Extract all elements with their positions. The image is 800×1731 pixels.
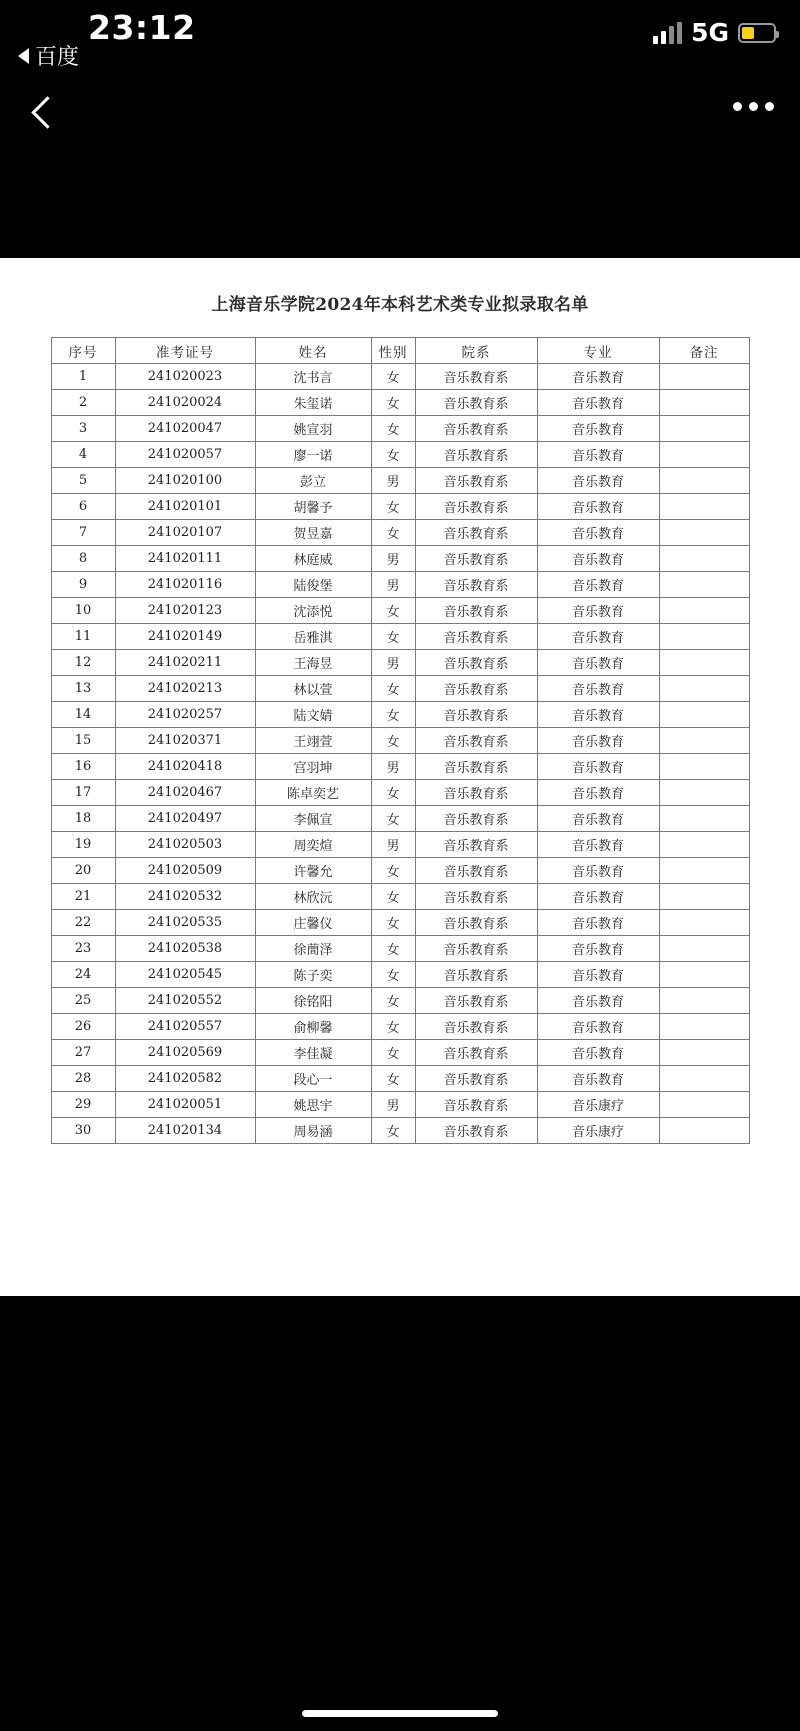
cell-gender: 女 (371, 416, 415, 442)
table-row (51, 598, 749, 624)
cell-exam-number: 241020371 (115, 728, 255, 754)
cell-remark (659, 1066, 749, 1092)
cell-name: 俞柳馨 (255, 1014, 371, 1040)
cell-name: 段心一 (255, 1066, 371, 1092)
cell-gender: 女 (371, 988, 415, 1014)
cell-name: 徐铭阳 (255, 988, 371, 1014)
cell-department: 音乐教育系 (415, 702, 537, 728)
table-row (51, 806, 749, 832)
cell-name: 宫羽坤 (255, 754, 371, 780)
column-header-gender: 性别 (371, 338, 415, 364)
cell-index: 8 (51, 546, 115, 572)
cell-department: 音乐教育系 (415, 494, 537, 520)
column-header-department: 院系 (415, 338, 537, 364)
cell-remark (659, 624, 749, 650)
document-page (0, 258, 800, 1296)
cell-remark (659, 468, 749, 494)
cell-name: 岳雅淇 (255, 624, 371, 650)
cell-department: 音乐教育系 (415, 624, 537, 650)
cell-name: 陈子奕 (255, 962, 371, 988)
network-type-label: 5G (691, 18, 729, 47)
status-time: 23:12 (88, 8, 196, 47)
cell-gender: 男 (371, 1092, 415, 1118)
cell-department: 音乐教育系 (415, 572, 537, 598)
cell-index: 20 (51, 858, 115, 884)
cell-remark (659, 754, 749, 780)
cell-name: 王海昱 (255, 650, 371, 676)
cell-name: 许馨允 (255, 858, 371, 884)
cell-department: 音乐教育系 (415, 936, 537, 962)
cell-exam-number: 241020552 (115, 988, 255, 1014)
cell-index: 29 (51, 1092, 115, 1118)
cell-remark (659, 494, 749, 520)
cell-exam-number: 241020545 (115, 962, 255, 988)
cell-remark (659, 1040, 749, 1066)
cell-major: 音乐教育 (537, 754, 659, 780)
cell-department: 音乐教育系 (415, 1014, 537, 1040)
cell-department: 音乐教育系 (415, 962, 537, 988)
cell-major: 音乐教育 (537, 676, 659, 702)
cell-name: 林以萱 (255, 676, 371, 702)
cell-remark (659, 442, 749, 468)
cell-index: 30 (51, 1118, 115, 1144)
cell-department: 音乐教育系 (415, 546, 537, 572)
cell-remark (659, 832, 749, 858)
cell-exam-number: 241020047 (115, 416, 255, 442)
cell-gender: 女 (371, 858, 415, 884)
cell-name: 林欣沅 (255, 884, 371, 910)
table-row (51, 572, 749, 598)
cell-department: 音乐教育系 (415, 858, 537, 884)
cell-major: 音乐教育 (537, 702, 659, 728)
column-header-major: 专业 (537, 338, 659, 364)
cell-department: 音乐教育系 (415, 468, 537, 494)
cell-exam-number: 241020503 (115, 832, 255, 858)
cell-index: 23 (51, 936, 115, 962)
cell-exam-number: 241020213 (115, 676, 255, 702)
table-row (51, 1040, 749, 1066)
cell-exam-number: 241020023 (115, 364, 255, 390)
cell-index: 11 (51, 624, 115, 650)
cell-index: 25 (51, 988, 115, 1014)
cell-major: 音乐教育 (537, 936, 659, 962)
table-row (51, 936, 749, 962)
table-row (51, 364, 749, 390)
cell-department: 音乐教育系 (415, 650, 537, 676)
cell-department: 音乐教育系 (415, 598, 537, 624)
cell-exam-number: 241020467 (115, 780, 255, 806)
cell-index: 14 (51, 702, 115, 728)
cell-remark (659, 936, 749, 962)
more-horizontal-icon[interactable] (733, 102, 774, 111)
cell-name: 陈卓奕艺 (255, 780, 371, 806)
cell-remark (659, 702, 749, 728)
cell-index: 19 (51, 832, 115, 858)
table-row (51, 676, 749, 702)
cell-remark (659, 910, 749, 936)
cell-exam-number: 241020418 (115, 754, 255, 780)
cell-remark (659, 1014, 749, 1040)
cell-gender: 女 (371, 598, 415, 624)
cell-name: 李佩宣 (255, 806, 371, 832)
cell-remark (659, 806, 749, 832)
cell-index: 15 (51, 728, 115, 754)
cell-department: 音乐教育系 (415, 832, 537, 858)
table-row (51, 884, 749, 910)
table-row (51, 442, 749, 468)
cell-index: 22 (51, 910, 115, 936)
cell-exam-number: 241020538 (115, 936, 255, 962)
cell-remark (659, 572, 749, 598)
cell-index: 9 (51, 572, 115, 598)
cell-gender: 女 (371, 936, 415, 962)
cell-index: 1 (51, 364, 115, 390)
cell-exam-number: 241020024 (115, 390, 255, 416)
cell-major: 音乐康疗 (537, 1092, 659, 1118)
signal-bars-icon (653, 22, 682, 44)
cell-major: 音乐教育 (537, 728, 659, 754)
cell-name: 陆俊堡 (255, 572, 371, 598)
back-to-app-label: 百度 (35, 45, 80, 70)
cell-gender: 女 (371, 780, 415, 806)
table-row (51, 1066, 749, 1092)
cell-name: 朱玺诺 (255, 390, 371, 416)
cell-major: 音乐教育 (537, 442, 659, 468)
cell-gender: 男 (371, 832, 415, 858)
cell-remark (659, 884, 749, 910)
cell-remark (659, 520, 749, 546)
cell-name: 彭立 (255, 468, 371, 494)
cell-name: 庄馨仪 (255, 910, 371, 936)
cell-gender: 男 (371, 546, 415, 572)
table-row (51, 546, 749, 572)
cell-gender: 女 (371, 1118, 415, 1144)
cell-major: 音乐教育 (537, 832, 659, 858)
cell-gender: 男 (371, 650, 415, 676)
cell-exam-number: 241020532 (115, 884, 255, 910)
cell-exam-number: 241020509 (115, 858, 255, 884)
cell-department: 音乐教育系 (415, 988, 537, 1014)
column-header-remark: 备注 (659, 338, 749, 364)
cell-department: 音乐教育系 (415, 1118, 537, 1144)
cell-major: 音乐教育 (537, 884, 659, 910)
cell-major: 音乐教育 (537, 468, 659, 494)
cell-department: 音乐教育系 (415, 1092, 537, 1118)
cell-remark (659, 988, 749, 1014)
status-bar (0, 0, 800, 78)
bottom-black-area (0, 1296, 800, 1731)
cell-remark (659, 858, 749, 884)
cell-name: 陆文婧 (255, 702, 371, 728)
table-row (51, 1118, 749, 1144)
cell-department: 音乐教育系 (415, 780, 537, 806)
cell-name: 廖一诺 (255, 442, 371, 468)
navigation-bar (0, 78, 800, 258)
cell-remark (659, 728, 749, 754)
cell-index: 17 (51, 780, 115, 806)
cell-gender: 女 (371, 1066, 415, 1092)
cell-exam-number: 241020257 (115, 702, 255, 728)
cell-major: 音乐教育 (537, 364, 659, 390)
table-row (51, 650, 749, 676)
cell-index: 13 (51, 676, 115, 702)
cell-exam-number: 241020100 (115, 468, 255, 494)
cell-remark (659, 650, 749, 676)
cell-exam-number: 241020051 (115, 1092, 255, 1118)
table-row (51, 494, 749, 520)
cell-index: 10 (51, 598, 115, 624)
cell-name: 林庭威 (255, 546, 371, 572)
cell-index: 2 (51, 390, 115, 416)
cell-name: 徐蕳泽 (255, 936, 371, 962)
page-title: 上海音乐学院2024年本科艺术类专业拟录取名单 (211, 295, 589, 315)
table-row (51, 962, 749, 988)
cell-remark (659, 676, 749, 702)
back-triangle-icon (18, 48, 29, 64)
cell-index: 12 (51, 650, 115, 676)
cell-major: 音乐教育 (537, 910, 659, 936)
cell-exam-number: 241020111 (115, 546, 255, 572)
cell-name: 李佳凝 (255, 1040, 371, 1066)
cell-index: 6 (51, 494, 115, 520)
cell-exam-number: 241020497 (115, 806, 255, 832)
cell-exam-number: 241020582 (115, 1066, 255, 1092)
table-row (51, 988, 749, 1014)
cell-gender: 女 (371, 884, 415, 910)
cell-major: 音乐教育 (537, 858, 659, 884)
cell-gender: 女 (371, 910, 415, 936)
table-row (51, 624, 749, 650)
cell-exam-number: 241020057 (115, 442, 255, 468)
cell-major: 音乐教育 (537, 780, 659, 806)
cell-department: 音乐教育系 (415, 910, 537, 936)
cell-department: 音乐教育系 (415, 1040, 537, 1066)
cell-index: 24 (51, 962, 115, 988)
cell-major: 音乐教育 (537, 598, 659, 624)
cell-gender: 女 (371, 806, 415, 832)
cell-remark (659, 962, 749, 988)
column-header-index: 序号 (51, 338, 115, 364)
cell-index: 28 (51, 1066, 115, 1092)
column-header-name: 姓名 (255, 338, 371, 364)
cell-gender: 女 (371, 520, 415, 546)
cell-department: 音乐教育系 (415, 442, 537, 468)
cell-name: 贺昱嘉 (255, 520, 371, 546)
cell-exam-number: 241020569 (115, 1040, 255, 1066)
cell-remark (659, 1092, 749, 1118)
cell-remark (659, 1118, 749, 1144)
cell-department: 音乐教育系 (415, 390, 537, 416)
cell-exam-number: 241020116 (115, 572, 255, 598)
cell-major: 音乐康疗 (537, 1118, 659, 1144)
cell-gender: 女 (371, 494, 415, 520)
table-header-row (51, 338, 749, 364)
cell-department: 音乐教育系 (415, 806, 537, 832)
cell-remark (659, 364, 749, 390)
cell-index: 21 (51, 884, 115, 910)
cell-gender: 女 (371, 1040, 415, 1066)
cell-remark (659, 780, 749, 806)
cell-major: 音乐教育 (537, 572, 659, 598)
admission-roster-table (51, 337, 750, 1144)
cell-major: 音乐教育 (537, 520, 659, 546)
cell-name: 王翊萱 (255, 728, 371, 754)
cell-name: 沈书言 (255, 364, 371, 390)
cell-department: 音乐教育系 (415, 884, 537, 910)
cell-remark (659, 598, 749, 624)
cell-department: 音乐教育系 (415, 1066, 537, 1092)
table-row (51, 1014, 749, 1040)
cell-gender: 女 (371, 390, 415, 416)
table-row (51, 780, 749, 806)
cell-major: 音乐教育 (537, 624, 659, 650)
cell-index: 16 (51, 754, 115, 780)
cell-department: 音乐教育系 (415, 754, 537, 780)
column-header-exam-number: 准考证号 (115, 338, 255, 364)
cell-index: 5 (51, 468, 115, 494)
table-row (51, 728, 749, 754)
cell-index: 27 (51, 1040, 115, 1066)
cell-exam-number: 241020535 (115, 910, 255, 936)
cell-major: 音乐教育 (537, 494, 659, 520)
table-row (51, 832, 749, 858)
cell-remark (659, 416, 749, 442)
cell-gender: 女 (371, 364, 415, 390)
table-body (51, 364, 749, 1144)
cell-name: 胡馨予 (255, 494, 371, 520)
cell-major: 音乐教育 (537, 416, 659, 442)
cell-gender: 男 (371, 754, 415, 780)
cell-index: 3 (51, 416, 115, 442)
table-row (51, 754, 749, 780)
cell-exam-number: 241020557 (115, 1014, 255, 1040)
cell-department: 音乐教育系 (415, 416, 537, 442)
cell-gender: 女 (371, 702, 415, 728)
back-to-app-button[interactable] (18, 40, 79, 71)
home-indicator[interactable] (302, 1710, 498, 1717)
cell-name: 周易涵 (255, 1118, 371, 1144)
cell-major: 音乐教育 (537, 390, 659, 416)
cell-major: 音乐教育 (537, 650, 659, 676)
cell-major: 音乐教育 (537, 1014, 659, 1040)
table-row (51, 390, 749, 416)
status-indicators (653, 20, 776, 45)
cell-exam-number: 241020211 (115, 650, 255, 676)
table-row (51, 702, 749, 728)
cell-exam-number: 241020149 (115, 624, 255, 650)
cell-major: 音乐教育 (537, 988, 659, 1014)
cell-name: 姚宣羽 (255, 416, 371, 442)
cell-index: 26 (51, 1014, 115, 1040)
cell-department: 音乐教育系 (415, 520, 537, 546)
cell-major: 音乐教育 (537, 1040, 659, 1066)
cell-exam-number: 241020101 (115, 494, 255, 520)
chevron-left-icon[interactable] (26, 92, 60, 138)
cell-gender: 女 (371, 676, 415, 702)
cell-major: 音乐教育 (537, 546, 659, 572)
cell-department: 音乐教育系 (415, 676, 537, 702)
cell-gender: 女 (371, 728, 415, 754)
cell-exam-number: 241020107 (115, 520, 255, 546)
cell-index: 18 (51, 806, 115, 832)
cell-major: 音乐教育 (537, 962, 659, 988)
cell-remark (659, 390, 749, 416)
table-row (51, 520, 749, 546)
cell-exam-number: 241020134 (115, 1118, 255, 1144)
table-row (51, 468, 749, 494)
cell-index: 4 (51, 442, 115, 468)
cell-major: 音乐教育 (537, 806, 659, 832)
cell-gender: 男 (371, 468, 415, 494)
cell-name: 周奕煊 (255, 832, 371, 858)
table-row (51, 910, 749, 936)
cell-major: 音乐教育 (537, 1066, 659, 1092)
cell-index: 7 (51, 520, 115, 546)
cell-exam-number: 241020123 (115, 598, 255, 624)
table-row (51, 1092, 749, 1118)
cell-gender: 女 (371, 1014, 415, 1040)
battery-low-power-icon (738, 23, 776, 43)
cell-name: 沈添悦 (255, 598, 371, 624)
cell-gender: 女 (371, 624, 415, 650)
cell-gender: 女 (371, 442, 415, 468)
cell-gender: 男 (371, 572, 415, 598)
cell-department: 音乐教育系 (415, 364, 537, 390)
table-row (51, 416, 749, 442)
cell-name: 姚思宇 (255, 1092, 371, 1118)
cell-department: 音乐教育系 (415, 728, 537, 754)
table-row (51, 858, 749, 884)
cell-gender: 女 (371, 962, 415, 988)
cell-remark (659, 546, 749, 572)
